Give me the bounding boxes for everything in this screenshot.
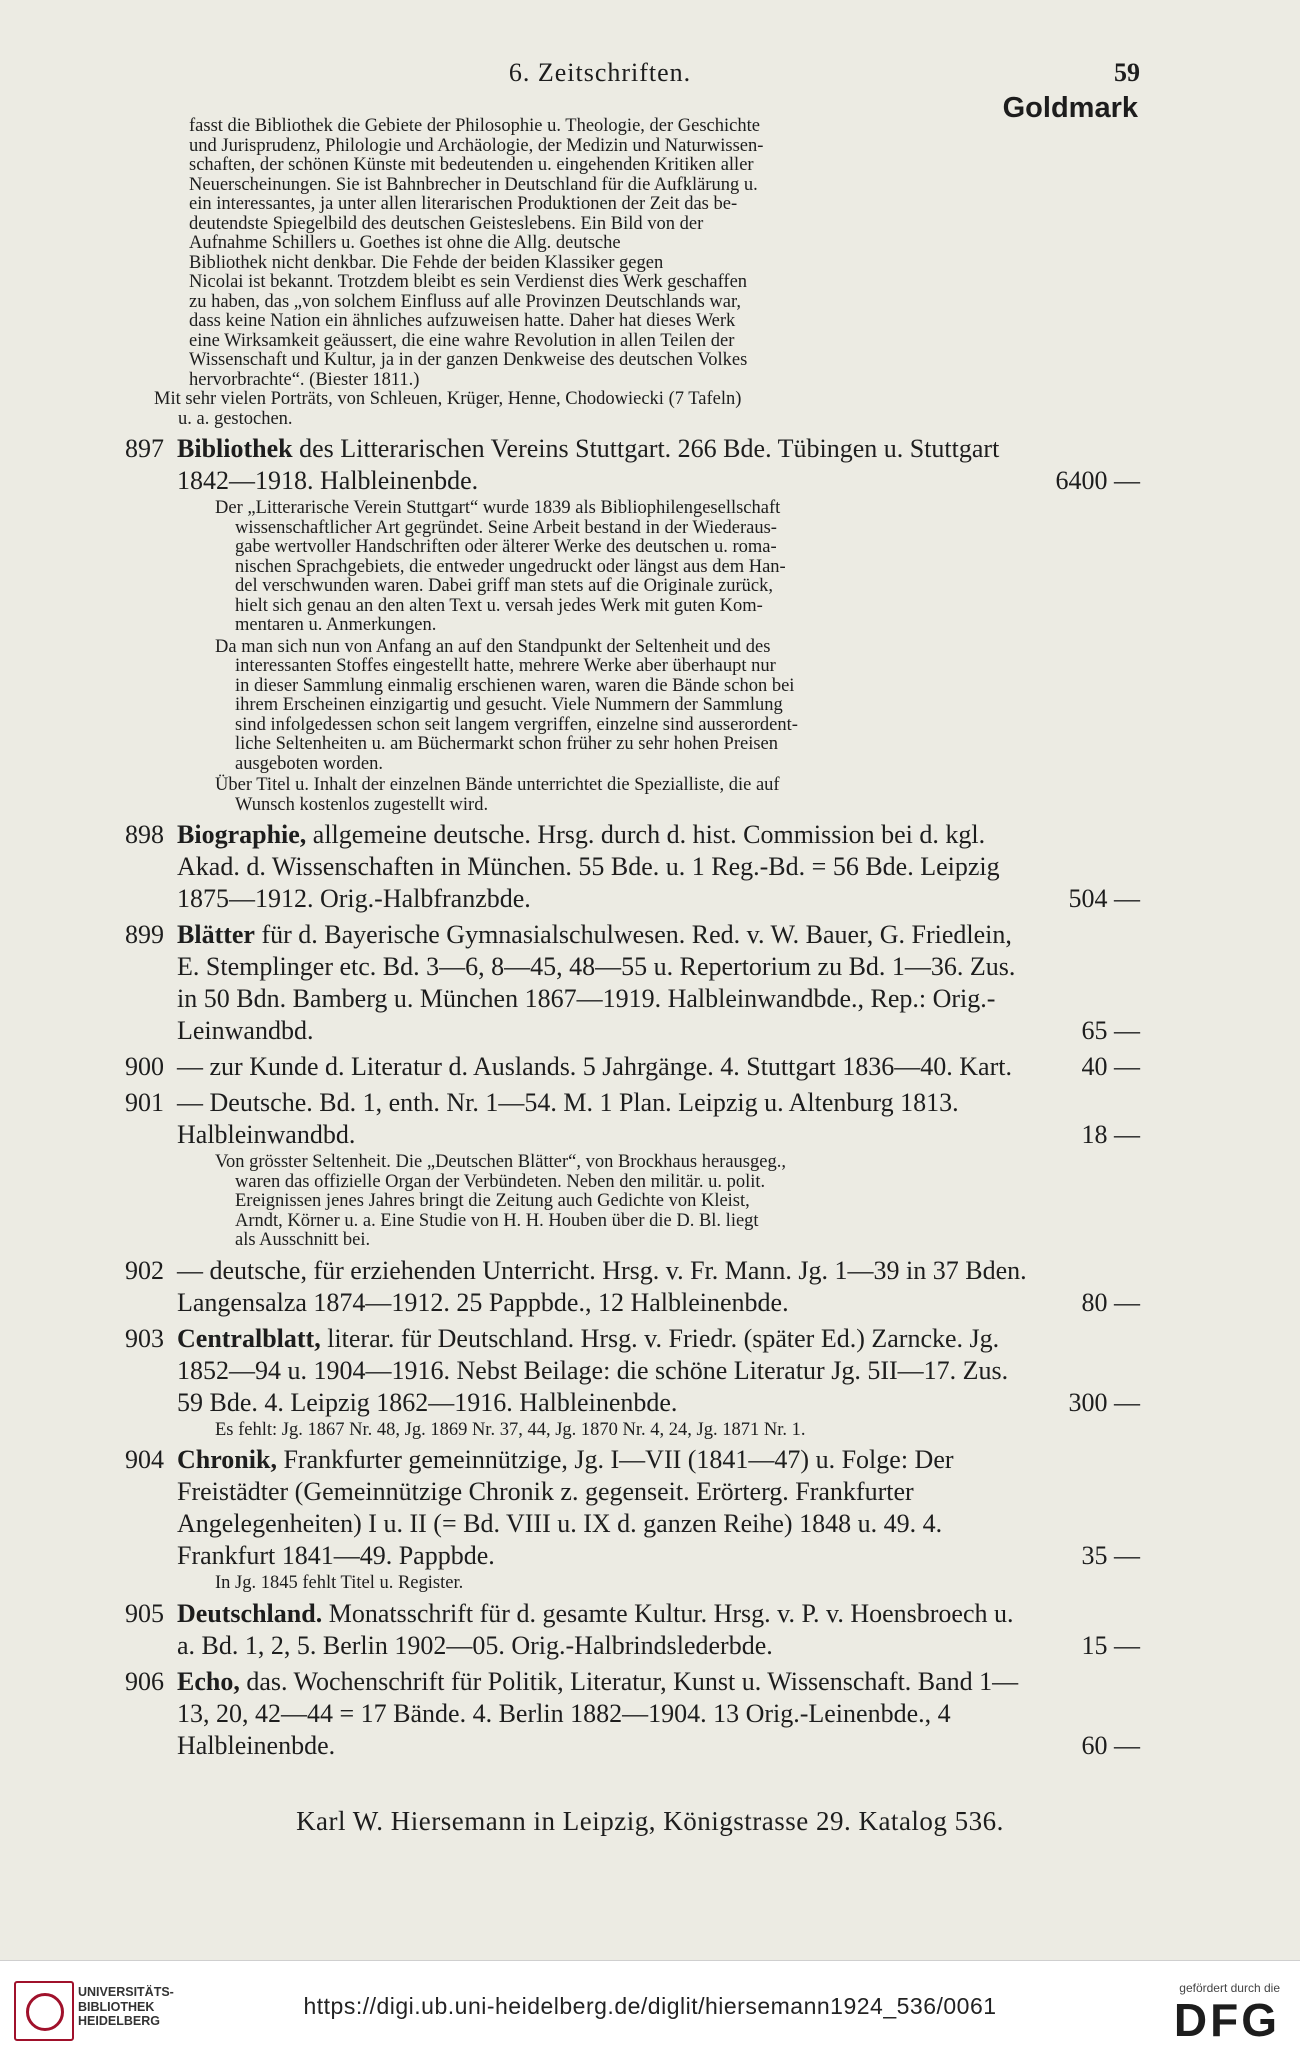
dfg-logo-text: DFG	[1173, 1994, 1280, 2046]
entry-list	[60, 433, 1140, 1762]
note-line: dass keine Nation ein ähnliches aufzuweisen hatte. Daher hat dieses Werk	[189, 311, 736, 331]
note-line: schaften, der schönen Künste mit bedeutenden u. eingehenden Kritiken aller	[189, 155, 754, 175]
note-line: in dieser Sammlung einmalig erschienen waren, waren die Bände schon bei	[235, 675, 795, 696]
entry-keyword: Blätter	[177, 920, 255, 949]
sponsor-caption: gefördert durch die	[1179, 1981, 1280, 1995]
entry-note	[215, 638, 1038, 775]
entry-note	[215, 499, 1038, 636]
note-line: Wunsch kostenlos zugestellt wird.	[235, 794, 489, 815]
intro-note	[189, 117, 1038, 390]
entry-price: 35 —	[1081, 1541, 1140, 1570]
note-line: ihrem Erscheinen einzigartig und gesucht. Viele Nummern der Sammlung	[235, 695, 783, 715]
entry-number: 899	[125, 920, 164, 949]
catalog-entry	[118, 1323, 1140, 1419]
entry-description: für d. Bayerische Gymnasialschulwesen. Red. v. W. Bauer, G. Friedlein, E. Stemplinger etc. Bd. 3—6, 8—45, 48—55 u. Repertorium zu Bd. 1—36. Zus. in 50 Bdn. Bamberg u. München 1867—1919. Halbleinwandbde., Rep.: Orig.-Leinwandbd.	[177, 920, 1016, 1045]
catalog-footer: Karl W. Hiersemann in Leipzig, Königstrasse 29. Katalog 536.	[296, 1806, 1004, 1836]
note-line: hervorbrachte“. (Biester 1811.)	[189, 369, 420, 390]
entry-number: 905	[125, 1598, 164, 1628]
note-line: eine Wirksamkeit geäussert, die eine wahre Revolution in allen Teilen der	[189, 330, 735, 351]
note-line: wissenschaftlicher Art gegründet. Seine Arbeit bestand in der Wiederaus-	[235, 517, 777, 538]
entry-description: — zur Kunde d. Literatur d. Auslands. 5 Jahrgänge. 4. Stuttgart 1836—40. Kart.	[177, 1052, 1012, 1081]
entry-number: 900	[125, 1052, 164, 1081]
entry-number: 901	[125, 1088, 164, 1117]
entry-price: 15 —	[1081, 1630, 1140, 1660]
entry-number: 904	[125, 1445, 164, 1474]
note-line: ausgeboten worden.	[235, 753, 383, 774]
entry-note	[215, 1574, 1038, 1594]
entry-description: — Deutsche. Bd. 1, enth. Nr. 1—54. M. 1 Plan. Leipzig u. Altenburg 1813. Halbleinwandbd.	[177, 1088, 959, 1149]
entry-description: literar. für Deutschland. Hrsg. v. Friedr. (später Ed.) Zarncke. Jg. 1852—94 u. 1904—1916. Nebst Beilage: die schöne Literatur Jg. 5II—17. Zus. 59 Bde. 4. Leipzig 1862—1916. Halbleinenbde.	[177, 1323, 1009, 1417]
note-line: liche Seltenheiten u. am Büchermarkt schon früher zu sehr hohen Preisen	[235, 734, 779, 754]
entry-price: 6400 —	[1055, 466, 1140, 495]
entry-number: 906	[125, 1666, 164, 1696]
catalog-entry	[118, 1255, 1140, 1319]
note-line: Arndt, Körner u. a. Eine Studie von H. H. Houben über die D. Bl. liegt	[235, 1210, 759, 1231]
note-line: waren das offizielle Organ der Verbündeten. Neben den militär. u. polit.	[235, 1171, 766, 1192]
entry-keyword: Biographie,	[177, 820, 307, 849]
note-line: Bibliothek nicht denkbar. Die Fehde der beiden Klassiker gegen	[189, 252, 664, 273]
catalog-entry	[118, 1666, 1140, 1762]
note-line: interessanten Stoffes eingestellt hatte, mehrere Werke aber überhaupt nur	[235, 656, 776, 676]
entry-note	[215, 1421, 1038, 1441]
entry-keyword: Centralblatt,	[177, 1323, 321, 1353]
catalog-entry	[118, 1051, 1140, 1083]
catalog-entry	[118, 819, 1140, 915]
note-line: Über Titel u. Inhalt der einzelnen Bände unterrichtet die Spezialliste, die auf	[215, 775, 780, 795]
catalog-entry	[118, 1598, 1140, 1662]
entry-note	[215, 1153, 1038, 1251]
entry-price: 504 —	[1068, 884, 1140, 913]
note-line: Da man sich nun von Anfang an auf den Standpunkt der Seltenheit und des	[215, 636, 771, 657]
note-line: u. a. gestochen.	[178, 408, 293, 429]
entry-number: 902	[125, 1255, 164, 1285]
note-line: Wissenschaft und Kultur, ja in der ganzen Denkweise des deutschen Volkes	[189, 350, 748, 370]
note-line: hielt sich genau an den alten Text u. versah jedes Werk mit guten Kom-	[235, 595, 763, 616]
entry-keyword: Echo,	[177, 1666, 240, 1696]
entry-keyword: Deutschland.	[177, 1598, 323, 1628]
intro-note-portraits	[154, 390, 1038, 429]
entry-note	[215, 776, 1038, 815]
note-line: fasst die Bibliothek die Gebiete der Philosophie u. Theologie, der Geschichte	[189, 116, 760, 136]
note-line: Mit sehr vielen Porträts, von Schleuen, Krüger, Henne, Chodowiecki (7 Tafeln)	[154, 389, 742, 409]
entry-price: 60 —	[1081, 1730, 1140, 1760]
running-header	[60, 58, 1140, 92]
note-line: sind infolgedessen schon seit langem vergriffen, einzelne sind ausserordent-	[235, 714, 798, 735]
entry-price: 300 —	[1068, 1387, 1140, 1417]
entry-price: 65 —	[1081, 1016, 1140, 1045]
entry-price: 40 —	[1081, 1052, 1140, 1081]
entry-number: 897	[125, 434, 164, 463]
note-line: Nicolai ist bekannt. Trotzdem bleibt es sein Verdienst dies Werk geschaffen	[189, 272, 748, 292]
note-line: Neuerscheinungen. Sie ist Bahnbrecher in Deutschland für die Aufklärung u.	[189, 174, 758, 195]
entry-price: 18 —	[1081, 1120, 1140, 1149]
note-line: zu haben, das „von solchem Einfluss auf alle Provinzen Deutschlands war,	[189, 291, 742, 312]
note-line: und Jurisprudenz, Philologie und Archäologie, der Medizin und Naturwissen-	[189, 135, 764, 156]
library-name-line: UNIVERSITÄTS-	[78, 1985, 174, 1999]
note-line: Von grösster Seltenheit. Die „Deutschen Blätter“, von Brockhaus herausgeg.,	[215, 1152, 786, 1172]
entry-price: 80 —	[1081, 1287, 1140, 1317]
entry-description: das. Wochenschrift für Politik, Literatur, Kunst u. Wissenschaft. Band 1—13, 20, 42—44 = 17 Bände. 4. Berlin 1882—1904. 13 Orig.-Leinenbde., 4 Halbleinenbde.	[177, 1666, 1019, 1760]
catalog-entry	[118, 1444, 1140, 1572]
catalog-entry	[118, 433, 1140, 497]
note-line: In Jg. 1845 fehlt Titel u. Register.	[215, 1573, 464, 1593]
note-line: nischen Sprachgebiets, die entweder ungedruckt oder längst aus dem Han-	[235, 556, 786, 577]
catalog-body	[60, 117, 1140, 1762]
entry-keyword: Bibliothek	[177, 434, 293, 463]
note-line: gabe wertvoller Handschriften oder älterer Werke des deutschen u. roma-	[235, 537, 777, 557]
currency-heading: Goldmark	[1002, 92, 1138, 124]
catalog-entry	[118, 919, 1140, 1047]
entry-description: allgemeine deutsche. Hrsg. durch d. hist. Commission bei d. kgl. Akad. d. Wissenschaften in München. 55 Bde. u. 1 Reg.-Bd. = 56 Bde. Leipzig 1875—1912. Orig.-Halbfranzbde.	[177, 820, 1000, 913]
entry-number: 898	[125, 820, 164, 849]
entry-description: Monatsschrift für d. gesamte Kultur. Hrsg. v. P. v. Hoensbroech u. a. Bd. 1, 2, 5. Berlin 1902—05. Orig.-Halbrindslederbde.	[177, 1598, 1014, 1660]
catalog-entry	[118, 1087, 1140, 1151]
note-line: Ereignissen jenes Jahres bringt die Zeitung auch Gedichte von Kleist,	[235, 1191, 750, 1211]
dfg-sponsor-logo[interactable]	[1174, 1981, 1280, 2045]
entry-description: des Litterarischen Vereins Stuttgart. 266 Bde. Tübingen u. Stuttgart 1842—1918. Halbleinenbde.	[177, 434, 1000, 495]
section-title: 6. Zeitschriften.	[508, 58, 692, 87]
note-line: Der „Litterarische Verein Stuttgart“ wurde 1839 als Bibliophilengesellschaft	[215, 498, 781, 518]
note-line: als Ausschnitt bei.	[235, 1230, 371, 1250]
library-name-line: HEIDELBERG	[78, 2014, 160, 2028]
entry-number: 903	[125, 1323, 164, 1353]
viewer-bottom-bar	[0, 1960, 1300, 2057]
note-line: ein interessantes, ja unter allen literarischen Produktionen der Zeit das be-	[189, 194, 738, 214]
library-name-line: BIBLIOTHEK	[78, 1999, 155, 2014]
entry-keyword: Chronik,	[177, 1445, 277, 1474]
note-line: Es fehlt: Jg. 1867 Nr. 48, Jg. 1869 Nr. 37, 44, Jg. 1870 Nr. 4, 24, Jg. 1871 Nr. 1.	[215, 1419, 806, 1440]
note-line: deutendste Spiegelbild des deutschen Geisteslebens. Ein Bild von der	[189, 213, 704, 234]
entry-description: Frankfurter gemeinnützige, Jg. I—VII (1841—47) u. Folge: Der Freistädter (Gemeinnützige Chronik z. gegenseit. Erörterg. Frankfurter Angelegenheiten) I u. II (= Bd. VIII u. IX d. ganzen Reihe) 1848 u. 49. 4. Frankfurt 1841—49. Pappbde.	[177, 1445, 954, 1570]
page-number: 59	[1114, 58, 1140, 87]
note-line: mentaren u. Anmerkungen.	[235, 615, 437, 635]
entry-description: — deutsche, für erziehenden Unterricht. Hrsg. v. Fr. Mann. Jg. 1—39 in 37 Bden. Langensalza 1874—1912. 25 Pappbde., 12 Halbleinenbde.	[177, 1255, 1027, 1317]
permalink-url[interactable]: https://digi.ub.uni-heidelberg.de/diglit/hiersemann1924_536/0061	[303, 1993, 997, 2019]
note-line: Aufnahme Schillers u. Goethes ist ohne die Allg. deutsche	[189, 233, 621, 253]
note-line: del verschwunden waren. Dabei griff man stets auf die Originale zurück,	[235, 576, 774, 596]
